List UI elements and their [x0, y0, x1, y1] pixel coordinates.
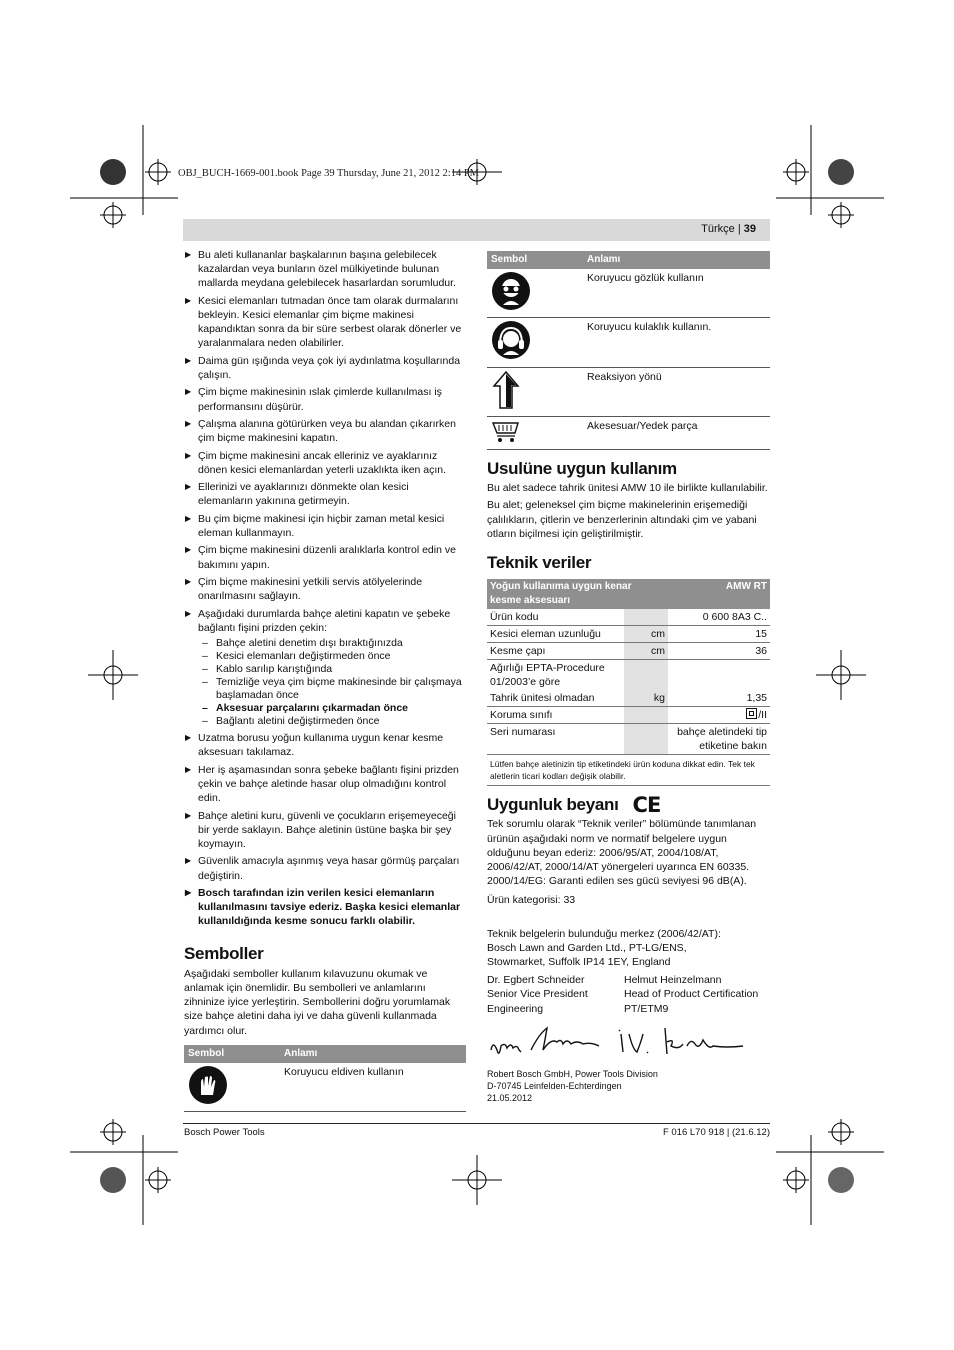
- column-header-meaning: Anlamı: [280, 1045, 466, 1063]
- table-row: [487, 609, 770, 626]
- list-item: ▶ Her iş aşamasından sonra şebeke bağlantı fişini prizden çekin ve bahçe aletinde hasar olup olmadığını kontrol edin.: [184, 763, 466, 806]
- row-unit: cm: [624, 643, 668, 660]
- reaction-arrow-icon: [491, 401, 521, 413]
- symbol-meaning: Reaksiyon yönü: [583, 367, 770, 416]
- intended-use-heading: Usulüne uygun kullanım: [487, 459, 677, 479]
- signers: [487, 973, 770, 1016]
- intended-use-p2: Bu alet; geleneksel çim biçme makinelerinin erişemediği çalılıkların, çitlerin ve benzerlerinin altındaki çim ve yabani otların biçilmesi için geliştirilmiştir.: [487, 499, 757, 540]
- safety-list: [184, 248, 466, 929]
- page-header-bar: [183, 219, 770, 241]
- tech-data-table: [487, 579, 770, 786]
- table-row: [487, 660, 770, 691]
- row-value: 15: [668, 626, 770, 643]
- conformity-p3: Ürün kategorisi: 33: [487, 894, 576, 907]
- table-row: [487, 707, 770, 724]
- tech-note: Lütfen bahçe aletinizin tip etiketindeki ürün koduna dikkat edin. Tek tek aletlerin ticari kodları değişik olabilir.: [487, 755, 770, 786]
- print-header: OBJ_BUCH-1669-001.book Page 39 Thursday, June 21, 2012 2:14 PM: [178, 168, 479, 179]
- sublist-item: – Bağlantı aletini değiştirmeden önce: [198, 715, 466, 728]
- row-unit: [624, 660, 668, 691]
- table-row: [487, 724, 770, 755]
- header-language: Türkçe: [701, 223, 735, 235]
- column-header-symbol: Sembol: [487, 251, 583, 269]
- symbol-meaning: Koruyucu eldiven kullanın: [280, 1063, 466, 1112]
- company-line1: Robert Bosch GmbH, Power Tools Division: [487, 1068, 658, 1079]
- list-item: ▶ Çim biçme makinesini yetkili servis atölyelerinde onarılmasını sağlayın.: [184, 575, 466, 603]
- list-item: ▶ Çim biçme makinesini düzenli aralıklarla kontrol edin ve bakımını yapın.: [184, 543, 466, 571]
- list-item: ▶ Bahçe aletini kuru, güvenli ve çocukların erişemeyeceği bir yerde saklayın. Bahçe aletinin üstüne başka bir şey koymayın.: [184, 809, 466, 852]
- list-item: ▶ Çim biçme makinesini ancak elleriniz ve ayaklarınız dönen kesici elemanlardan yeterli uzaklıkta iken açın.: [184, 449, 466, 477]
- column-header-symbol: Sembol: [184, 1045, 280, 1063]
- row-label: Kesici eleman uzunluğu: [487, 626, 624, 643]
- ce-mark: CE: [632, 793, 661, 818]
- intended-use-p1: Bu alet sadece tahrik ünitesi AMW 10 ile birlikte kullanılabilir.: [487, 482, 768, 495]
- symbol-meaning: Akesesuar/Yedek parça: [583, 416, 770, 449]
- list-item: ▶ Çim biçme makinesinin ıslak çimlerde kullanılması iş performansını düşürür.: [184, 385, 466, 413]
- row-value: [668, 660, 770, 691]
- signer-dept: Engineering: [487, 1002, 544, 1015]
- footer-rule: [183, 1123, 770, 1124]
- list-item: [184, 607, 466, 728]
- row-label: Ürün kodu: [487, 609, 624, 626]
- disconnect-sublist: [198, 637, 466, 728]
- list-item: ▶ Bu çim biçme makinesi için hiçbir zaman metal kesici eleman kullanmayın.: [184, 512, 466, 540]
- list-item: ▶ Çalışma alanına götürürken veya bu alandan çıkarırken çim biçme makinesini kapatın.: [184, 417, 466, 445]
- table-row: [487, 416, 770, 449]
- row-unit: cm: [624, 626, 668, 643]
- symbol-meaning: Koruyucu kulaklık kullanın.: [583, 318, 770, 367]
- semboller-heading: Semboller: [184, 943, 264, 963]
- conformity-p2: 2000/14/EG: Garanti edilen ses gücü seviyesi 96 dB(A).: [487, 875, 747, 888]
- tech-data-heading: Teknik veriler: [487, 553, 592, 573]
- table-row: [184, 1063, 466, 1112]
- shopping-cart-icon: [491, 434, 521, 446]
- signer-title: Senior Vice President: [487, 988, 588, 1001]
- row-value: 1,35: [668, 690, 770, 707]
- list-item: ▶ Daima gün ışığında veya çok iyi aydınlatma koşullarında çalışın.: [184, 354, 466, 382]
- row-unit: [624, 609, 668, 626]
- conformity-p4-line2: Bosch Lawn and Garden Ltd., PT-LG/ENS,: [487, 941, 687, 954]
- signer-name: Dr. Egbert Schneider: [487, 974, 585, 987]
- signer-dept: PT/ETM9: [624, 1002, 669, 1015]
- goggles-icon: [491, 302, 531, 314]
- gloves-icon: [188, 1096, 228, 1108]
- page-number: 39: [743, 223, 756, 235]
- ear-protection-icon: [491, 351, 531, 363]
- row-unit: kg: [624, 690, 668, 707]
- row-value: 36: [668, 643, 770, 660]
- row-label: Kesme çapı: [487, 643, 624, 660]
- table-row: [487, 367, 770, 416]
- right-column: [487, 251, 770, 1104]
- semboller-intro: Aşağıdaki semboller kullanım kılavuzunu okumak ve anlamak için önemlidir. Bu sembolleri ve anlamlarını zihninize iyice yerleştirin. Sembollerini doğru yorumlamak size bahçe aletini daha iyi ve daha güvenli kullanmada yardımcı olur.: [184, 967, 451, 1037]
- row-value: 0 600 8A3 C..: [668, 609, 770, 626]
- row-label: Seri numarası: [487, 724, 624, 755]
- table-row: [487, 690, 770, 707]
- signer-name: Helmut Heinzelmann: [624, 974, 722, 987]
- disconnect-bullet-text: Aşağıdaki durumlarda bahçe aletini kapatın ve şebeke bağlantı fişini prizden çekin:: [198, 607, 451, 634]
- symbol-table-right: [487, 251, 770, 450]
- list-item: ▶ Kesici elemanları tutmadan önce tam olarak durmalarını bekleyin. Kesici elemanlar çim biçme makinesi kapandıktan sonra da bir süre serbest olarak dönerler ve yaralanmalara neden olabilirler.: [184, 294, 466, 351]
- footer-right: F 016 L70 918 | (21.6.12): [662, 1127, 770, 1138]
- company-line2: D-70745 Leinfelden-Echterdingen: [487, 1080, 622, 1091]
- list-item: ▶ Bu aleti kullananlar başkalarının başına gelebilecek kazalardan veya bunların özel mülkiyetinde bulunan mallarda meydana gelebilecek hasarlardan sorumludur.: [184, 248, 466, 291]
- row-unit: [624, 724, 668, 755]
- sublist-item: – Kablo sarılıp karıştığında: [198, 663, 466, 676]
- row-value: bahçe aletindeki tip etiketine bakın: [668, 724, 770, 755]
- sublist-item: – Aksesuar parçalarını çıkarmadan önce: [198, 702, 466, 715]
- conformity-p4-line3: Stowmarket, Suffolk IP14 1EY, England: [487, 956, 671, 969]
- header-separator: |: [734, 223, 744, 235]
- conformity-p4-line1: Teknik belgelerin bulunduğu merkez (2006/42/AT):: [487, 927, 721, 940]
- row-unit: [624, 707, 668, 724]
- signatures-image: [487, 1020, 757, 1064]
- signer-title: Head of Product Certification: [624, 988, 759, 1001]
- table-row: [487, 626, 770, 643]
- list-item: ▶ Güvenlik amacıyla aşınmış veya hasar görmüş parçaları değiştirin.: [184, 854, 466, 882]
- list-item: ▶ Uzatma borusu yoğun kullanıma uygun kenar kesme aksesuarı takılamaz.: [184, 731, 466, 759]
- conformity-heading: Uygunluk beyanı: [487, 795, 619, 815]
- protection-class-icon: [746, 708, 757, 719]
- signer-2: [624, 973, 758, 1016]
- list-item: ▶ Bosch tarafından izin verilen kesici elemanların kullanılmasını tavsiye ederiz. Başka kesici elemanlar kullanıldığında kesme sonucu farklı olabilir.: [184, 886, 466, 929]
- tech-header-model: AMW RT: [668, 579, 770, 609]
- signature-date: 21.05.2012: [487, 1092, 533, 1103]
- left-column: [184, 248, 466, 1112]
- row-label: Ağırlığı EPTA-Procedure 01/2003’e göre: [490, 662, 605, 689]
- table-row: [487, 269, 770, 318]
- sublist-item: – Temizliğe veya çim biçme makinesinde bir çalışmaya başlamadan önce: [198, 676, 466, 702]
- footer-left: Bosch Power Tools: [184, 1127, 265, 1138]
- page-header: [701, 223, 756, 235]
- table-row: [487, 643, 770, 660]
- table-row: [487, 318, 770, 367]
- conformity-p1: Tek sorumlu olarak “Teknik veriler” bölümünde tanımlanan ürünün aşağıdaki norm ve normatif belgelere uygun olduğunu beyan ederiz: 2006/95/AT, 2004/108/AT, 2006/42/AT, 2000/14/AT yönergeleri uyarınca EN 60335.: [487, 818, 757, 874]
- tech-header-label: Yoğun kullanıma uygun kenar kesme aksesuarı: [487, 579, 668, 609]
- row-value: /II: [758, 709, 767, 722]
- list-item: ▶ Ellerinizi ve ayaklarınızı dönmekte olan kesici elemanların yakınına getirmeyin.: [184, 480, 466, 508]
- signer-1: [487, 973, 624, 1016]
- conformity-heading-row: [487, 793, 770, 818]
- symbol-table-left: [184, 1045, 466, 1112]
- sublist-item: – Kesici elemanları değiştirmeden önce: [198, 650, 466, 663]
- symbol-meaning: Koruyucu gözlük kullanın: [583, 269, 770, 318]
- row-label: Tahrik ünitesi olmadan: [487, 690, 624, 707]
- row-label: Koruma sınıfı: [487, 707, 624, 724]
- sublist-item: – Bahçe aletini denetim dışı bıraktığınızda: [198, 637, 466, 650]
- column-header-meaning: Anlamı: [583, 251, 770, 269]
